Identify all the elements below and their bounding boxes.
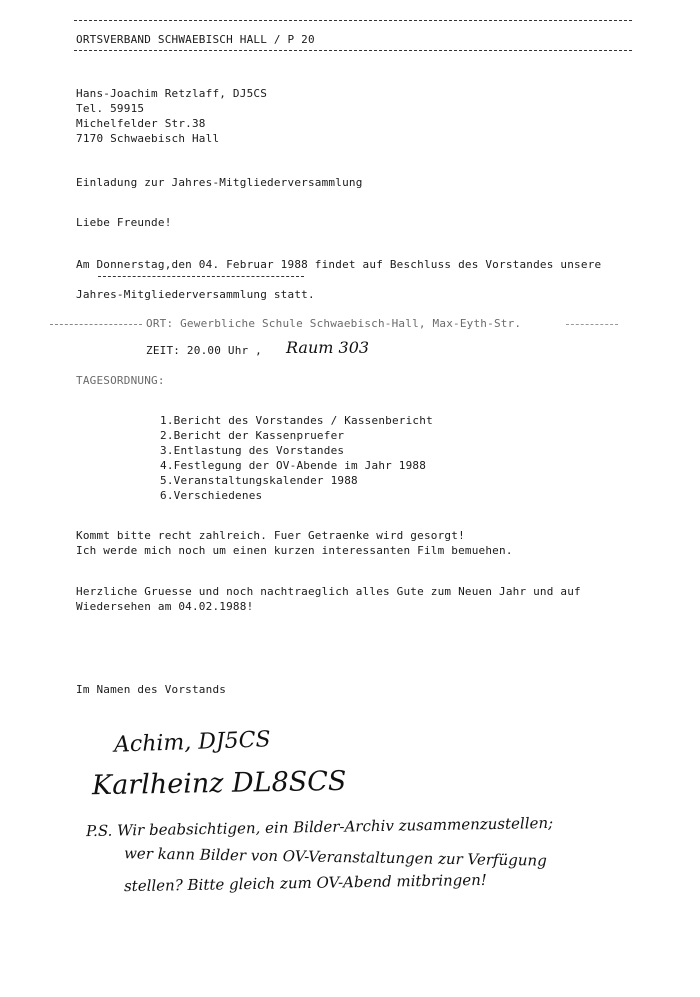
signature-achim: Achim, DJ5CS bbox=[113, 727, 272, 758]
signature-karlheinz: Karlheinz DL8SCS bbox=[91, 765, 347, 802]
postscript-line-3: stellen? Bitte gleich zum OV-Abend mitbringen! bbox=[123, 870, 488, 896]
sender-street: Michelfelder Str.38 bbox=[76, 117, 206, 130]
agenda-item: 1.Bericht des Vorstandes / Kassenbericht bbox=[160, 414, 433, 427]
body-line-1: Kommt bitte recht zahlreich. Fuer Getraenke wird gesorgt! bbox=[76, 529, 465, 542]
announcement-line-2: Jahres-Mitgliederversammlung statt. bbox=[76, 288, 315, 301]
zeit-typed: ZEIT: 20.00 Uhr , bbox=[146, 344, 262, 357]
ort-trailing-dashes bbox=[566, 324, 618, 325]
subject-line: Einladung zur Jahres-Mitgliederversammlung bbox=[76, 176, 363, 189]
header-rule-top bbox=[74, 20, 632, 21]
signoff: Im Namen des Vorstands bbox=[76, 683, 227, 696]
header-rule-bottom bbox=[74, 50, 632, 51]
ort-line: ORT: Gewerbliche Schule Schwaebisch-Hall, Max-Eyth-Str. bbox=[146, 317, 522, 330]
agenda-item: 5.Veranstaltungskalender 1988 bbox=[160, 474, 358, 487]
announcement-line-1: Am Donnerstag,den 04. Februar 1988 findet auf Beschluss des Vorstandes unsere bbox=[76, 258, 602, 271]
greeting: Liebe Freunde! bbox=[76, 216, 172, 229]
body-line-2: Ich werde mich noch um einen kurzen interessanten Film bemuehen. bbox=[76, 544, 513, 557]
agenda-item: 6.Verschiedenes bbox=[160, 489, 263, 502]
closing-line-1: Herzliche Gruesse und noch nachtraeglich alles Gute zum Neuen Jahr und auf bbox=[76, 585, 581, 598]
sender-city: 7170 Schwaebisch Hall bbox=[76, 132, 220, 145]
agenda-item: 3.Entlastung des Vorstandes bbox=[160, 444, 345, 457]
zeit-handwritten-room: Raum 303 bbox=[286, 338, 370, 357]
postscript-line-1: P.S. Wir beabsichtigen, ein Bilder-Archiv zusammenzustellen; bbox=[85, 813, 554, 841]
sender-name: Hans-Joachim Retzlaff, DJ5CS bbox=[76, 87, 268, 100]
sender-phone: Tel. 59915 bbox=[76, 102, 145, 115]
postscript-line-2: wer kann Bilder von OV-Veranstaltungen zur Verfügung bbox=[123, 844, 547, 870]
announcement-underline bbox=[98, 276, 304, 277]
agenda-item: 4.Festlegung der OV-Abende im Jahr 1988 bbox=[160, 459, 427, 472]
agenda-heading: TAGESORDNUNG: bbox=[76, 374, 165, 387]
header-title: ORTSVERBAND SCHWAEBISCH HALL / P 20 bbox=[76, 33, 315, 46]
agenda-item: 2.Bericht der Kassenpruefer bbox=[160, 429, 345, 442]
closing-line-2: Wiedersehen am 04.02.1988! bbox=[76, 600, 254, 613]
ort-leader-dashes bbox=[50, 324, 142, 325]
